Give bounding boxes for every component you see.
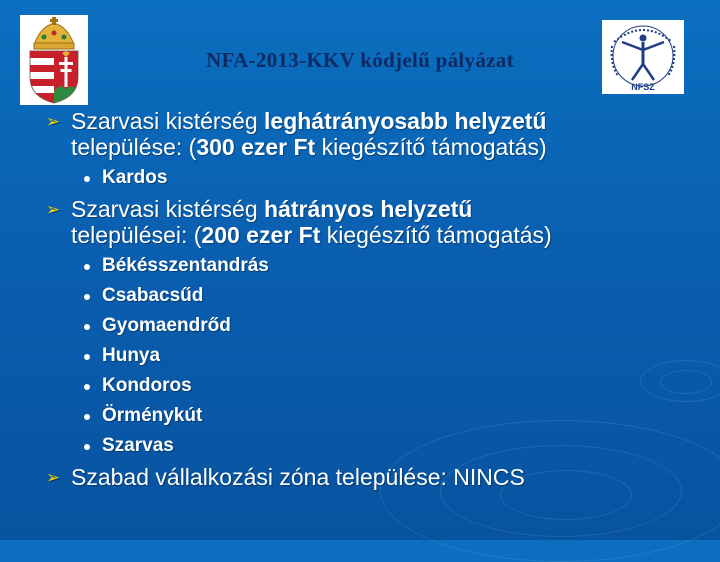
slide-title: NFA-2013-KKV kódjelű pályázat — [206, 48, 514, 72]
arrow-bullet-icon: ➢ — [46, 200, 61, 219]
bullet-text-bold: hátrányos helyzetű — [264, 196, 473, 222]
list-item: Kardos — [46, 166, 696, 190]
nfsz-figure-icon — [602, 20, 684, 94]
arrow-bullet-icon: ➢ — [46, 112, 61, 131]
list-item: Békésszentandrás — [46, 254, 696, 278]
bullet-text: kiegészítő támogatás) — [315, 134, 547, 160]
sub-list-leghatranyosabb — [46, 166, 696, 190]
arrow-bullet-icon: ➢ — [46, 468, 61, 487]
bullet-text: Szarvasi kistérség — [71, 196, 265, 222]
bullet-content — [46, 108, 696, 497]
hungary-coat-of-arms-logo — [20, 15, 88, 105]
dot-bullet-icon — [84, 176, 90, 182]
list-item: Gyomaendrőd — [46, 314, 696, 338]
dot-bullet-icon — [84, 384, 90, 390]
bullet-szabad-zona — [46, 464, 696, 490]
bullet-text: kiegészítő támogatás) — [320, 222, 552, 248]
amount-text: 200 ezer Ft — [201, 222, 321, 248]
dot-bullet-icon — [84, 354, 90, 360]
dot-bullet-icon — [84, 264, 90, 270]
list-item: Örménykút — [46, 404, 696, 428]
bullet-text: települése: ( — [71, 134, 197, 160]
bullet-text: Szarvasi kistérség — [71, 108, 265, 134]
dot-bullet-icon — [84, 294, 90, 300]
svg-text:NFSZ: NFSZ — [631, 82, 655, 92]
bullet-hatranyos — [46, 196, 696, 248]
bullet-text-bold: leghátrányosabb helyzetű — [264, 108, 547, 134]
dot-bullet-icon — [84, 414, 90, 420]
crown-shield-icon — [20, 15, 88, 105]
nfsz-logo — [602, 20, 684, 94]
dot-bullet-icon — [84, 444, 90, 450]
amount-text: 300 ezer Ft — [196, 134, 316, 160]
list-item: Csabacsűd — [46, 284, 696, 308]
sub-list-hatranyos — [46, 254, 696, 458]
bullet-leghatranyosabb — [46, 108, 696, 160]
list-item: Szarvas — [46, 434, 696, 458]
bullet-text: települései: ( — [71, 222, 202, 248]
list-item: Hunya — [46, 344, 696, 368]
bullet-text: Szabad vállalkozási zóna települése: NINCS — [71, 464, 525, 490]
dot-bullet-icon — [84, 324, 90, 330]
list-item: Kondoros — [46, 374, 696, 398]
